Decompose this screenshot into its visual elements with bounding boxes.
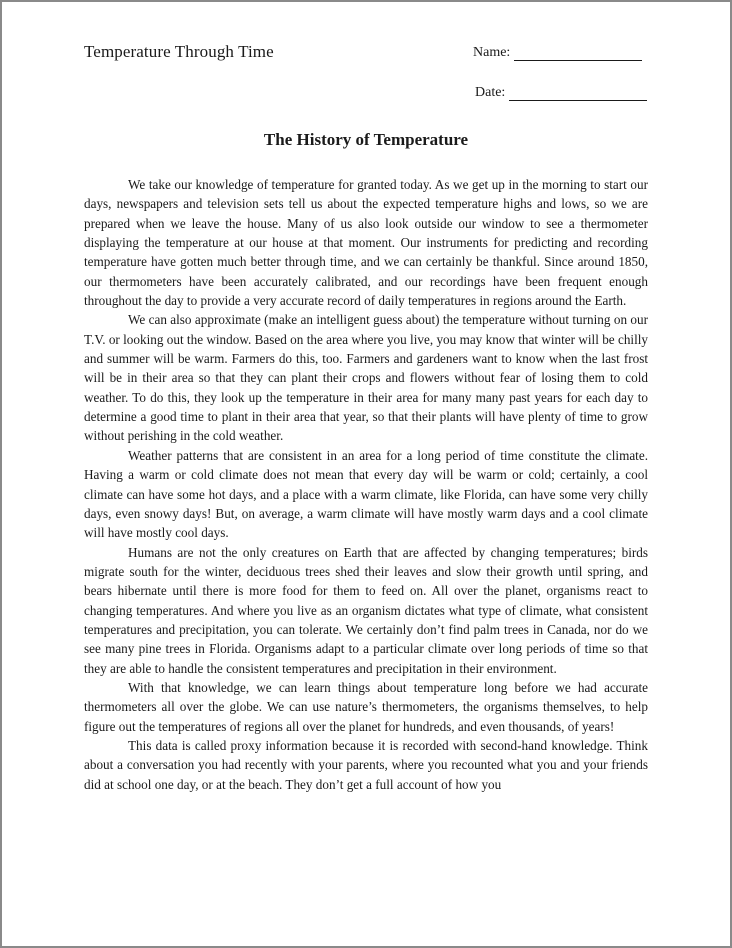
paragraph: With that knowledge, we can learn things about temperature long before we had accurate thermometers all over the globe. We can use nature’s thermometers, the organisms themselves, to help figure out the temperatures of regions all over the planet for hundreds, and even thousands, of years! — [84, 679, 648, 734]
paragraph: We can also approximate (make an intelligent guess about) the temperature without turning on our T.V. or looking out the window. Based on the area where you live, you may know that winter will be chilly and summer will be warm. Farmers do this, too. Farmers and gardeners want to know when the last frost will be in their area so that they can plant their crops and flowers without fear of losing them to cold weather. To do this, they look up the temperature in their area for many many past years for each day to determine a good time to plant in their area that year, so that their plants will have plenty of time to grow without perishing in the cold weather. — [84, 312, 648, 444]
article-body — [84, 175, 648, 794]
name-label: Name: — [473, 45, 511, 60]
worksheet-title: Temperature Through Time — [84, 42, 274, 61]
name-blank-line — [514, 46, 642, 61]
name-field — [473, 45, 642, 61]
paragraph: Weather patterns that are consistent in an area for a long period of time constitute the climate. Having a warm or cold climate does not mean that every day will be warm or cold; certainly, a cool climate can have some hot days, and a place with a warm climate, like Florida, can have some very chilly days, even snowy days! But, on average, a warm climate will have mostly warm days and a cool climate will have mostly cool days. — [84, 447, 648, 541]
date-field — [475, 85, 647, 101]
article-heading: The History of Temperature — [263, 130, 469, 149]
date-blank-line — [509, 86, 647, 101]
date-label: Date: — [475, 85, 506, 100]
paragraph: We take our knowledge of temperature for granted today. As we get up in the morning to start our days, newspapers and television sets tell us about the expected temperature highs and lows, so we are prepared when we leave the house. Many of us also look outside our window to see a thermometer displaying the temperature at our house at that moment. Our instruments for predicting and recording temperature have gotten much better through time, and we can certainly be thankful. Since around 1850, our thermometers have been accurately calibrated, and our recordings have been frequent enough throughout the day to provide a very accurate record of daily temperatures in regions around the Earth. — [84, 177, 648, 309]
paragraph: Humans are not the only creatures on Earth that are affected by changing temperatures; birds migrate south for the winter, deciduous trees shed their leaves and slow their growth until spring, and bears hibernate until there is more food for them to feed on. All over the planet, organisms react to changing temperatures. And where you live as an organism dictates what type of climate, what consistent temperatures and precipitation, you can tolerate. We certainly don’t find palm trees in Canada, nor do we see many pine trees in Florida. Organisms adapt to a particular climate over long periods of time so that they are able to handle the consistent temperatures and precipitation in their environment. — [84, 544, 648, 676]
paragraph: This data is called proxy information because it is recorded with second-hand knowledge. Think about a conversation you had recently with your parents, where you recounted what you and your friends did at school one day, or at the beach. They don’t get a full account of how you — [84, 737, 648, 792]
